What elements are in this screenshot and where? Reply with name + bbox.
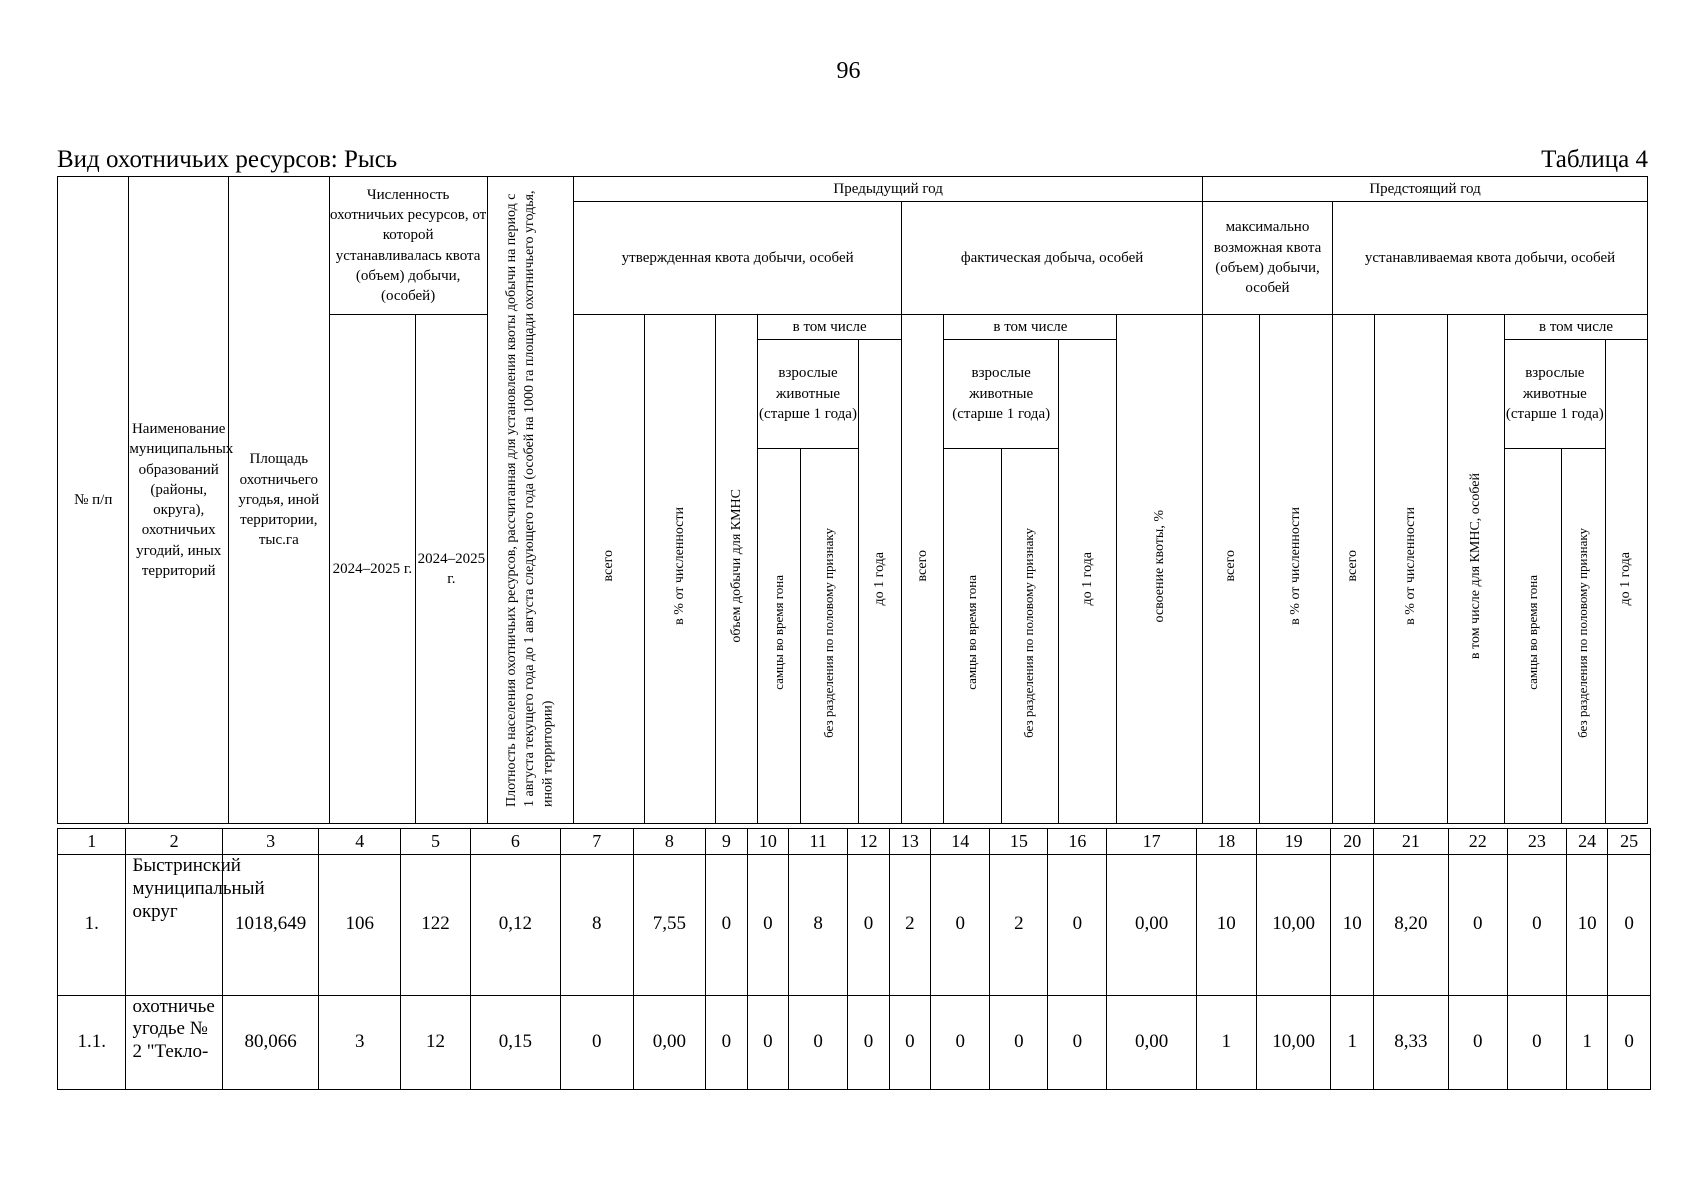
cell: 0	[931, 995, 990, 1089]
header-set-males: самцы во время гона	[1505, 448, 1562, 823]
cell: 0	[747, 855, 788, 996]
cell: 3	[319, 995, 401, 1089]
header-max-total: всего	[1203, 315, 1260, 824]
cell: 1.1.	[58, 995, 126, 1089]
table-row	[58, 995, 1651, 1089]
col-index: 15	[990, 829, 1048, 855]
col-index: 13	[889, 829, 930, 855]
header-set-including: в том числе	[1505, 315, 1648, 340]
table-label: Таблица 4	[1541, 146, 1648, 173]
cell: 0	[747, 995, 788, 1089]
cell: 8,20	[1373, 855, 1448, 996]
cell: 0	[990, 995, 1048, 1089]
header-actual-males: самцы во время гона	[944, 448, 1001, 823]
cell: 10	[1331, 855, 1374, 996]
cell: 0	[1448, 855, 1507, 996]
cell: 8	[560, 855, 633, 996]
table-header	[57, 176, 1648, 824]
col-index: 14	[931, 829, 990, 855]
header-max-pct: в % от численности	[1260, 315, 1333, 824]
col-index: 25	[1608, 829, 1651, 855]
cell: 10,00	[1256, 995, 1331, 1089]
header-name: Наименование муниципальных образований (районы, округа), охотничьих угодий, иных территорий	[129, 177, 229, 824]
cell: 0,00	[1107, 995, 1196, 1089]
cell: 122	[401, 855, 470, 996]
header-set-adults: взрослые животные (старше 1 года)	[1505, 339, 1606, 448]
col-index: 19	[1256, 829, 1331, 855]
cell: 1	[1196, 995, 1256, 1089]
header-approved-males: самцы во время гона	[758, 448, 801, 823]
header-approved-under1: до 1 года	[858, 339, 901, 823]
col-index: 4	[319, 829, 401, 855]
header-year-a: 2024–2025 г.	[329, 315, 416, 824]
cell: 0	[1608, 855, 1651, 996]
cell: 80,066	[222, 995, 318, 1089]
header-approved-kmns: объем добычи для КМНС	[715, 315, 757, 824]
cell: 0	[1448, 995, 1507, 1089]
cell: 10	[1566, 855, 1607, 996]
cell: 0	[889, 995, 930, 1089]
cell: 1	[1566, 995, 1607, 1089]
page-number: 96	[836, 58, 861, 84]
header-quota-mastery: освоение квоты, %	[1117, 315, 1203, 824]
col-index: 7	[560, 829, 633, 855]
header-approved-total: всего	[574, 315, 644, 824]
header-prev-year: Предыдущий год	[574, 177, 1203, 202]
cell: 0,00	[633, 995, 706, 1089]
header-set-kmns: в том числе для КМНС, особей	[1447, 315, 1504, 824]
col-index: 21	[1373, 829, 1448, 855]
header-approved-including: в том числе	[758, 315, 902, 340]
header-actual-adults: взрослые животные (старше 1 года)	[944, 339, 1059, 448]
cell: 0	[789, 995, 848, 1089]
header-set-pct: в % от численности	[1375, 315, 1448, 824]
col-index: 24	[1566, 829, 1607, 855]
col-index: 1	[58, 829, 126, 855]
cell: 10,00	[1256, 855, 1331, 996]
header-next-year: Предстоящий год	[1203, 177, 1648, 202]
cell: 106	[319, 855, 401, 996]
cell-name: Быстринский муниципальный округ	[126, 855, 222, 996]
cell: 0	[560, 995, 633, 1089]
cell: 0	[848, 855, 889, 996]
header-num: № п/п	[58, 177, 129, 824]
cell: 0	[1048, 995, 1107, 1089]
header-approved-nosex: без разделения по половому признаку	[801, 448, 858, 823]
header-actual-under1: до 1 года	[1059, 339, 1117, 823]
cell: 0	[1608, 995, 1651, 1089]
header-approved-adults: взрослые животные (старше 1 года)	[758, 339, 859, 448]
header-set-total: всего	[1332, 315, 1374, 824]
col-index: 8	[633, 829, 706, 855]
col-index: 16	[1048, 829, 1107, 855]
cell: 7,55	[633, 855, 706, 996]
cell: 0	[706, 855, 747, 996]
cell: 1	[1331, 995, 1374, 1089]
cell: 0	[848, 995, 889, 1089]
col-index: 2	[126, 829, 222, 855]
cell: 8,33	[1373, 995, 1448, 1089]
col-index: 3	[222, 829, 318, 855]
cell: 2	[990, 855, 1048, 996]
col-index: 10	[747, 829, 788, 855]
header-set-under1: до 1 года	[1605, 339, 1647, 823]
header-max-quota: максимально возможная квота (объем) добычи, особей	[1203, 201, 1333, 314]
header-density: Плотность населения охотничьих ресурсов, рассчитанная для установления квоты добычи на период с 1 августа текущего года до 1 августа следующего года (особей на 1000 га площади охотничьего угодья, иной территории)	[487, 177, 574, 824]
header-count-group: Численность охотничьих ресурсов, от которой устанавливалась квота (объем) добычи, (особей)	[329, 177, 487, 315]
header-area: Площадь охотничьего угодья, иной территории, тыс.га	[228, 177, 329, 824]
page-title: Вид охотничьих ресурсов: Рысь	[57, 146, 398, 173]
cell: 2	[889, 855, 930, 996]
col-index: 11	[789, 829, 848, 855]
header-actual-nosex: без разделения по половому признаку	[1001, 448, 1058, 823]
table-row	[58, 855, 1651, 996]
cell: 0	[931, 855, 990, 996]
cell: 0	[1507, 855, 1566, 996]
header-set-nosex: без разделения по половому признаку	[1562, 448, 1605, 823]
cell: 10	[1196, 855, 1256, 996]
column-index-row	[58, 829, 1651, 855]
col-index: 5	[401, 829, 470, 855]
col-index: 12	[848, 829, 889, 855]
cell-name: охотничье угодье № 2 "Текло-	[126, 995, 222, 1089]
header-actual-total: всего	[902, 315, 944, 824]
cell: 0,00	[1107, 855, 1196, 996]
header-year-b: 2024–2025 г.	[416, 315, 487, 824]
col-index: 18	[1196, 829, 1256, 855]
col-index: 17	[1107, 829, 1196, 855]
cell: 1018,649	[222, 855, 318, 996]
table-body	[57, 828, 1651, 1090]
col-index: 9	[706, 829, 747, 855]
cell: 12	[401, 995, 470, 1089]
cell: 0	[1507, 995, 1566, 1089]
cell: 0	[706, 995, 747, 1089]
cell: 1.	[58, 855, 126, 996]
cell: 0,15	[470, 995, 560, 1089]
col-index: 23	[1507, 829, 1566, 855]
header-actual-including: в том числе	[944, 315, 1117, 340]
col-index: 22	[1448, 829, 1507, 855]
header-actual-harvest: фактическая добыча, особей	[902, 201, 1203, 314]
cell: 0	[1048, 855, 1107, 996]
col-index: 20	[1331, 829, 1374, 855]
col-index: 6	[470, 829, 560, 855]
cell: 8	[789, 855, 848, 996]
cell: 0,12	[470, 855, 560, 996]
header-set-quota: устанавливаемая квота добычи, особей	[1332, 201, 1647, 314]
header-approved-pct: в % от численности	[644, 315, 715, 824]
header-approved-quota: утвержденная квота добычи, особей	[574, 201, 902, 314]
